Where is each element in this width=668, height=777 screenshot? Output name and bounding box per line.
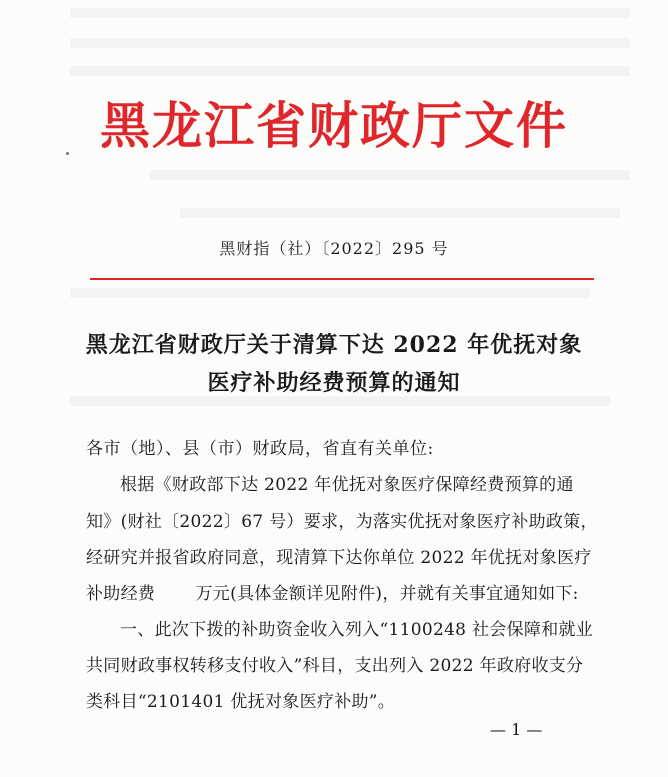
notice-title xyxy=(0,326,668,402)
document-header-title: 黑龙江省财政厅文件 xyxy=(100,96,568,155)
bleed-through-line xyxy=(70,8,630,18)
body-line: 经研究并报省政府同意，现清算下达你单位 2022 年优抚对象医疗 xyxy=(86,548,592,568)
bleed-through-line xyxy=(150,170,630,180)
body-line: 知》(财社〔2022〕67 号）要求，为落实优抚对象医疗补助政策， xyxy=(86,512,598,532)
bleed-through-line xyxy=(70,288,590,298)
body-line: 根据《财政部下达 2022 年优抚对象医疗保障经费预算的通 xyxy=(120,475,574,495)
body-line: 类科目“2101401 优抚对象医疗补助”。 xyxy=(86,692,396,712)
document-number: 黑财指（社）〔2022〕295 号 xyxy=(219,239,449,258)
body-line: 补助经费 万元(具体金额详见附件)，并就有关事宜通知如下: xyxy=(86,584,579,604)
addressee: 各市（地）、县（市）财政局，省直有关单位: xyxy=(86,439,434,459)
body-line: 一、此次下拨的补助资金收入列入“1100248 社会保障和就业 xyxy=(120,620,594,640)
notice-title-line-2: 医疗补助经费预算的通知 xyxy=(207,370,461,396)
bleed-through-line xyxy=(180,208,620,218)
bleed-through-line xyxy=(70,66,630,76)
page-number: — 1 — xyxy=(490,720,543,739)
notice-title-line-1: 黑龙江省财政厅关于清算下达 2022 年优抚对象 xyxy=(85,332,583,358)
header-divider xyxy=(90,278,594,280)
bleed-through-line xyxy=(70,38,630,48)
body-line: 共同财政事权转移支付收入”科目，支出列入 2022 年政府收支分 xyxy=(86,656,584,676)
